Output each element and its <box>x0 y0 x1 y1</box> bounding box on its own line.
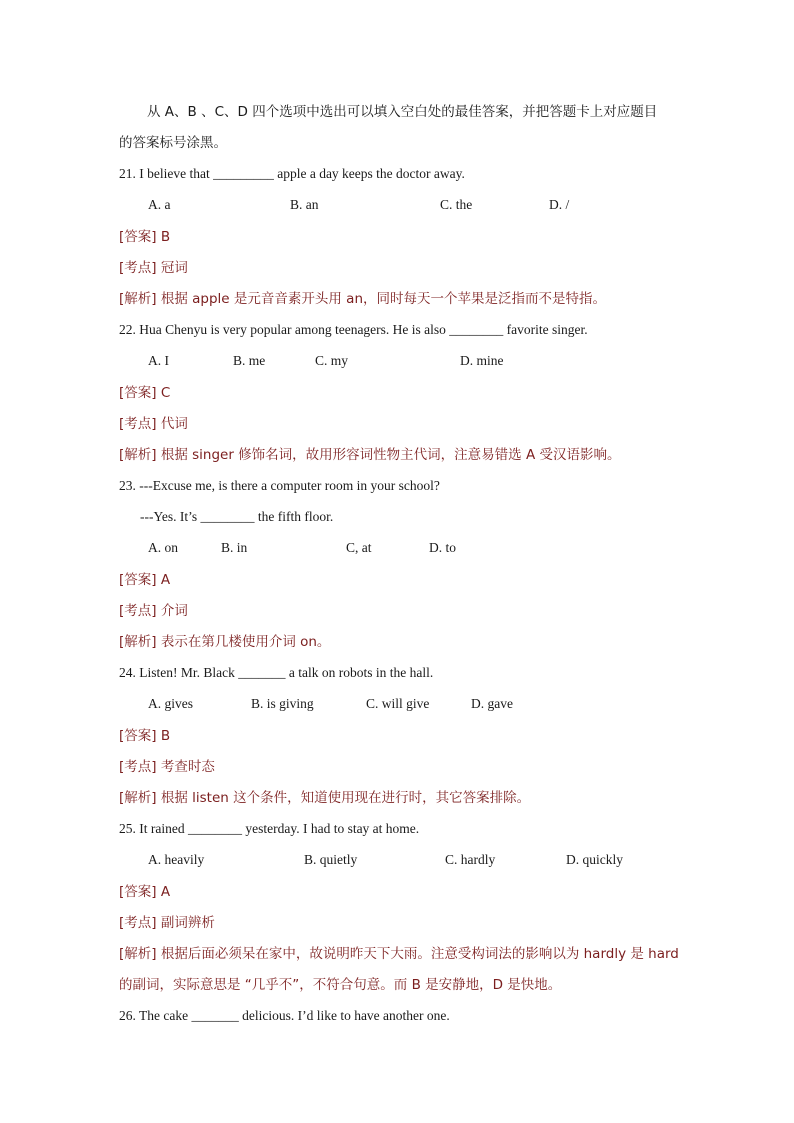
question-21-option-a: A. a <box>148 197 171 212</box>
question-23-option-c: C, at <box>346 540 372 555</box>
question-25-stem: 25. It rained ________ yesterday. I had to stay at home. <box>119 821 420 836</box>
question-24-analysis: [解析] 根据 listen 这个条件，知道使用现在进行时，其它答案排除。 <box>119 790 531 806</box>
question-23-analysis: [解析] 表示在第几楼使用介词 on。 <box>119 634 331 650</box>
question-22-option-c: C. my <box>315 353 349 368</box>
question-22-stem: 22. Hua Chenyu is very popular among teenagers. He is also ________ favorite singer. <box>119 322 588 337</box>
question-25-analysis: [解析] 根据后面必须呆在家中，故说明昨天下大雨。注意受构词法的影响以为 hardly 是 hard <box>119 946 679 962</box>
question-22-answer: [答案] C <box>119 385 171 401</box>
intro-line-2: 的答案标号涂黑。 <box>119 135 227 151</box>
question-21-option-c: C. the <box>440 197 473 212</box>
question-21-point: [考点] 冠词 <box>119 260 188 276</box>
question-22-option-d: D. mine <box>460 353 504 368</box>
question-23-point: [考点] 介词 <box>119 603 188 619</box>
question-24-option-a: A. gives <box>148 696 193 711</box>
question-24-option-b: B. is giving <box>251 696 314 711</box>
question-24-answer: [答案] B <box>119 728 171 744</box>
question-23-option-a: A. on <box>148 540 178 555</box>
question-25-answer: [答案] A <box>119 884 171 900</box>
question-24-option-c: C. will give <box>366 696 430 711</box>
question-23-option-b: B. in <box>221 540 248 555</box>
question-23-stem-reply: ---Yes. It’s ________ the fifth floor. <box>140 509 334 524</box>
question-22-analysis: [解析] 根据 singer 修饰名词，故用形容词性物主代词，注意易错选 A 受汉语影响。 <box>119 447 621 463</box>
question-25-analysis-cont: 的副词，实际意思是 “几乎不”，不符合句意。而 B 是安静地，D 是快地。 <box>119 977 562 993</box>
question-25-option-c: C. hardly <box>445 852 496 867</box>
question-25-option-d: D. quickly <box>566 852 623 867</box>
question-21-analysis: [解析] 根据 apple 是元音音素开头用 an，同时每天一个苹果是泛指而不是特指。 <box>119 291 606 307</box>
question-26-stem: 26. The cake _______ delicious. I’d like to have another one. <box>119 1008 450 1023</box>
question-23-option-d: D. to <box>429 540 456 555</box>
question-24-stem: 24. Listen! Mr. Black _______ a talk on robots in the hall. <box>119 665 434 680</box>
question-21-stem: 21. I believe that _________ apple a day keeps the doctor away. <box>119 166 465 181</box>
question-25-option-a: A. heavily <box>148 852 205 867</box>
question-25-option-b: B. quietly <box>304 852 358 867</box>
question-21-option-b: B. an <box>290 197 319 212</box>
question-23-stem: 23. ---Excuse me, is there a computer room in your school? <box>119 478 440 493</box>
question-21-answer: [答案] B <box>119 229 171 245</box>
question-22-option-b: B. me <box>233 353 266 368</box>
question-22-option-a: A. I <box>148 353 169 368</box>
question-21-option-d: D. / <box>549 197 570 212</box>
question-23-answer: [答案] A <box>119 572 171 588</box>
question-24-option-d: D. gave <box>471 696 513 711</box>
question-24-point: [考点] 考查时态 <box>119 759 215 775</box>
question-25-point: [考点] 副词辨析 <box>119 915 215 931</box>
intro-line-1: 从 A、B 、C、D 四个选项中选出可以填入空白处的最佳答案，并把答题卡上对应题目 <box>147 104 658 120</box>
question-22-point: [考点] 代词 <box>119 416 188 432</box>
